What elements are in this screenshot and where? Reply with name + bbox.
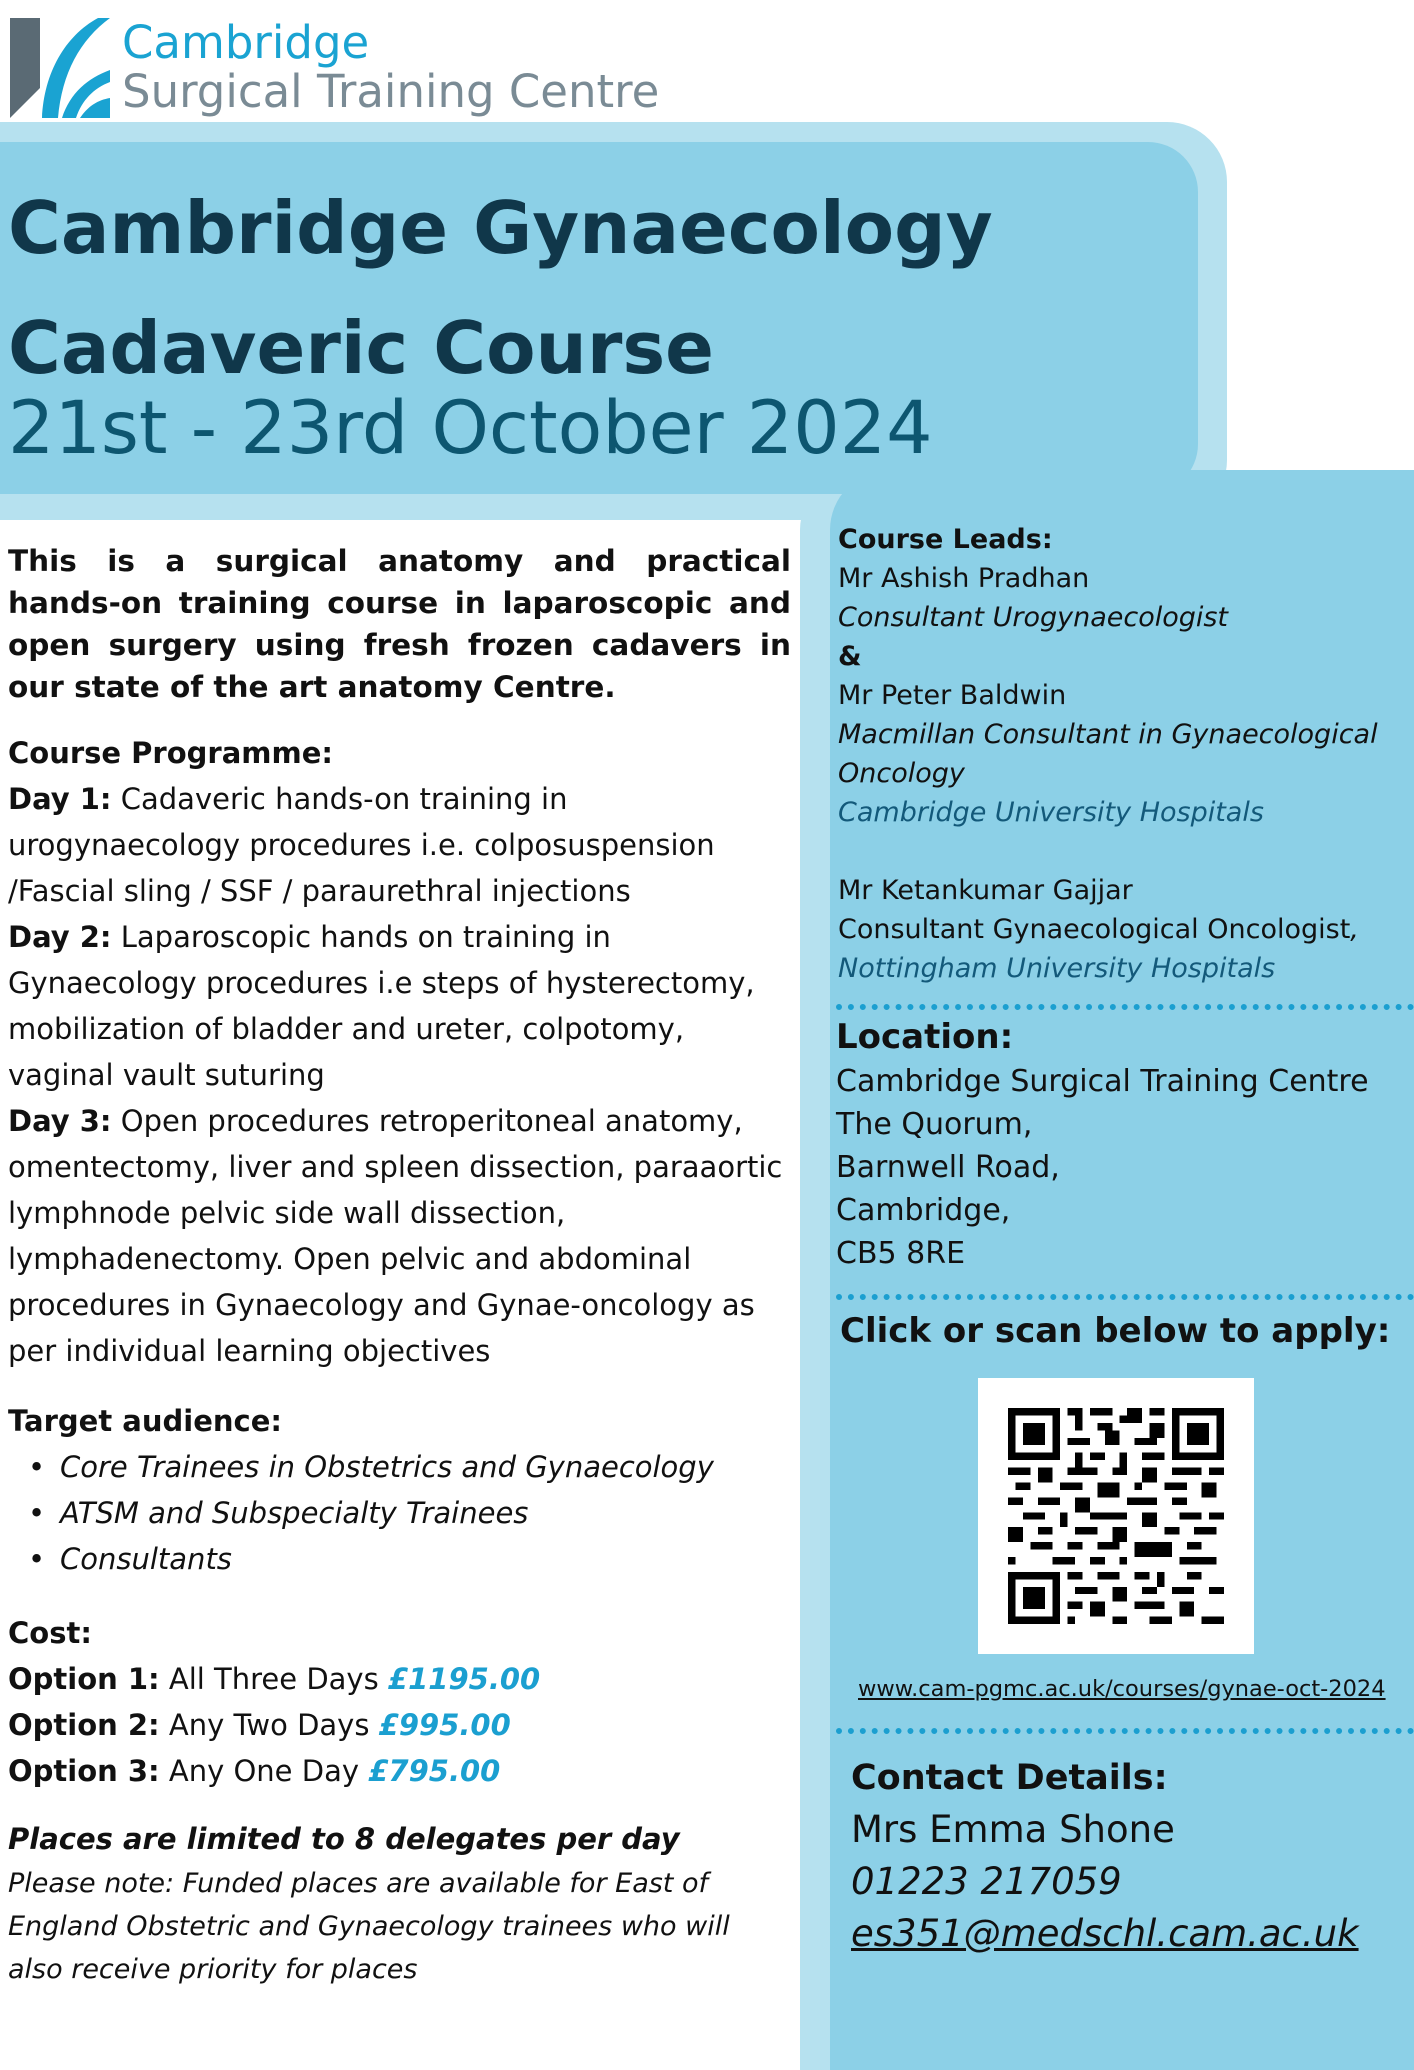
option-desc: Any One Day <box>159 1754 369 1788</box>
logo <box>10 18 659 120</box>
day-label: Day 1: <box>8 782 112 816</box>
logo-line-2: Surgical Training Centre <box>122 65 660 118</box>
divider <box>836 1294 1414 1300</box>
cost-option-3 <box>8 1748 791 1794</box>
lead-hospital: Nottingham University Hospitals <box>838 953 1276 984</box>
title-line-1: Cambridge Gynaecology <box>8 186 993 270</box>
apply-section <box>840 1308 1390 1354</box>
lead-hospital: Cambridge University Hospitals <box>838 797 1264 828</box>
lead-role: Macmillan Consultant in Gynaecological Oncology <box>838 719 1378 789</box>
option-price: £795.00 <box>368 1754 501 1788</box>
day-text: Cadaveric hands-on training in urogynaecology procedures i.e. colposuspension /Fascial sling / SSF / paraurethral injections <box>8 782 715 908</box>
day-text: Laparoscopic hands on training in Gynaecology procedures i.e steps of hysterectomy, mobilization of bladder and ureter, colpotomy, vaginal vault suturing <box>8 920 755 1092</box>
contact-section <box>851 1752 1411 1960</box>
list-item: • ATSM and Subspecialty Trainees <box>60 1490 791 1536</box>
location-section <box>836 1014 1406 1275</box>
lead-name: Mr Ketankumar Gajjar <box>838 875 1133 906</box>
apply-link[interactable]: www.cam-pgmc.ac.uk/courses/gynae-oct-2024 <box>858 1676 1386 1702</box>
cost-option-2 <box>8 1702 791 1748</box>
contact-phone[interactable]: 01223 217059 <box>851 1860 1122 1903</box>
lead-role-line <box>838 910 1408 949</box>
option-desc: All Three Days <box>159 1662 388 1696</box>
lead-name: Mr Ashish Pradhan <box>838 563 1090 594</box>
course-leads <box>838 520 1408 988</box>
programme-section <box>8 730 791 1374</box>
location-line: Barnwell Road, <box>836 1150 1060 1185</box>
contact-title: Contact Details: <box>851 1758 1168 1798</box>
intro-text: This is a surgical anatomy and practical hands-on training course in laparoscopic and open surgery using fresh frozen cadavers in our state of the art anatomy Centre. <box>8 544 791 704</box>
audience-title: Target audience: <box>8 1404 282 1438</box>
location-line: Cambridge, <box>836 1193 1011 1228</box>
contact-name: Mrs Emma Shone <box>851 1808 1175 1851</box>
course-dates: 21st - 23rd October 2024 <box>8 386 933 471</box>
title-line-2: Cadaveric Course <box>8 306 715 390</box>
option-label: Option 1: <box>8 1662 160 1696</box>
option-label: Option 2: <box>8 1708 160 1742</box>
list-item: • Core Trainees in Obstetrics and Gynaecology <box>60 1444 791 1490</box>
lead-role: Consultant Gynaecological Oncologist <box>838 914 1351 945</box>
list-item: • Consultants <box>60 1536 791 1582</box>
day-label: Day 2: <box>8 920 112 954</box>
logo-line-1: Cambridge <box>122 16 370 69</box>
location-line: CB5 8RE <box>836 1236 966 1271</box>
cost-section <box>8 1610 791 1794</box>
lead-name: Mr Peter Baldwin <box>838 680 1067 711</box>
location-line: Cambridge Surgical Training Centre <box>836 1064 1369 1099</box>
option-desc: Any Two Days <box>159 1708 379 1742</box>
contact-email[interactable]: es351@medschl.cam.ac.uk <box>851 1912 1359 1955</box>
audience-section <box>8 1398 791 1582</box>
programme-title: Course Programme: <box>8 736 333 770</box>
places-limit: Places are limited to 8 delegates per day <box>8 1822 680 1856</box>
option-price: £995.00 <box>378 1708 511 1742</box>
main-content <box>8 540 791 1991</box>
day-text: Open procedures retroperitoneal anatomy, omentectomy, liver and spleen dissection, paraaortic lymphnode pelvic side wall dissection, lymphadenectomy. Open pelvic and abdominal procedures in Gynaecology and Gynae-oncology as per individual learning objectives <box>8 1104 783 1368</box>
location-line: The Quorum, <box>836 1107 1033 1142</box>
page-title <box>8 168 993 408</box>
apply-title: Click or scan below to apply: <box>840 1311 1391 1351</box>
leads-ampersand: & <box>838 641 862 672</box>
audience-list <box>8 1444 791 1582</box>
option-label: Option 3: <box>8 1754 160 1788</box>
day-label: Day 3: <box>8 1104 112 1138</box>
divider <box>836 1004 1414 1010</box>
qr-code[interactable] <box>978 1378 1254 1654</box>
programme-day-2 <box>8 914 791 1098</box>
logo-mark-icon <box>10 18 110 120</box>
option-price: £1195.00 <box>387 1662 541 1696</box>
programme-day-1 <box>8 776 791 914</box>
programme-day-3 <box>8 1098 791 1374</box>
funding-note: Please note: Funded places are available for East of England Obstetric and Gynaecology trainees who will also receive priority for places <box>8 1868 730 1985</box>
lead-role: Consultant Urogynaecologist <box>838 602 1229 633</box>
cost-title: Cost: <box>8 1616 92 1650</box>
leads-label: Course Leads: <box>838 524 1053 555</box>
qr-code-icon[interactable] <box>1008 1408 1224 1624</box>
lead-role-comma: , <box>1350 914 1359 945</box>
location-title: Location: <box>836 1017 1014 1057</box>
cost-option-1 <box>8 1656 791 1702</box>
divider <box>836 1728 1414 1734</box>
